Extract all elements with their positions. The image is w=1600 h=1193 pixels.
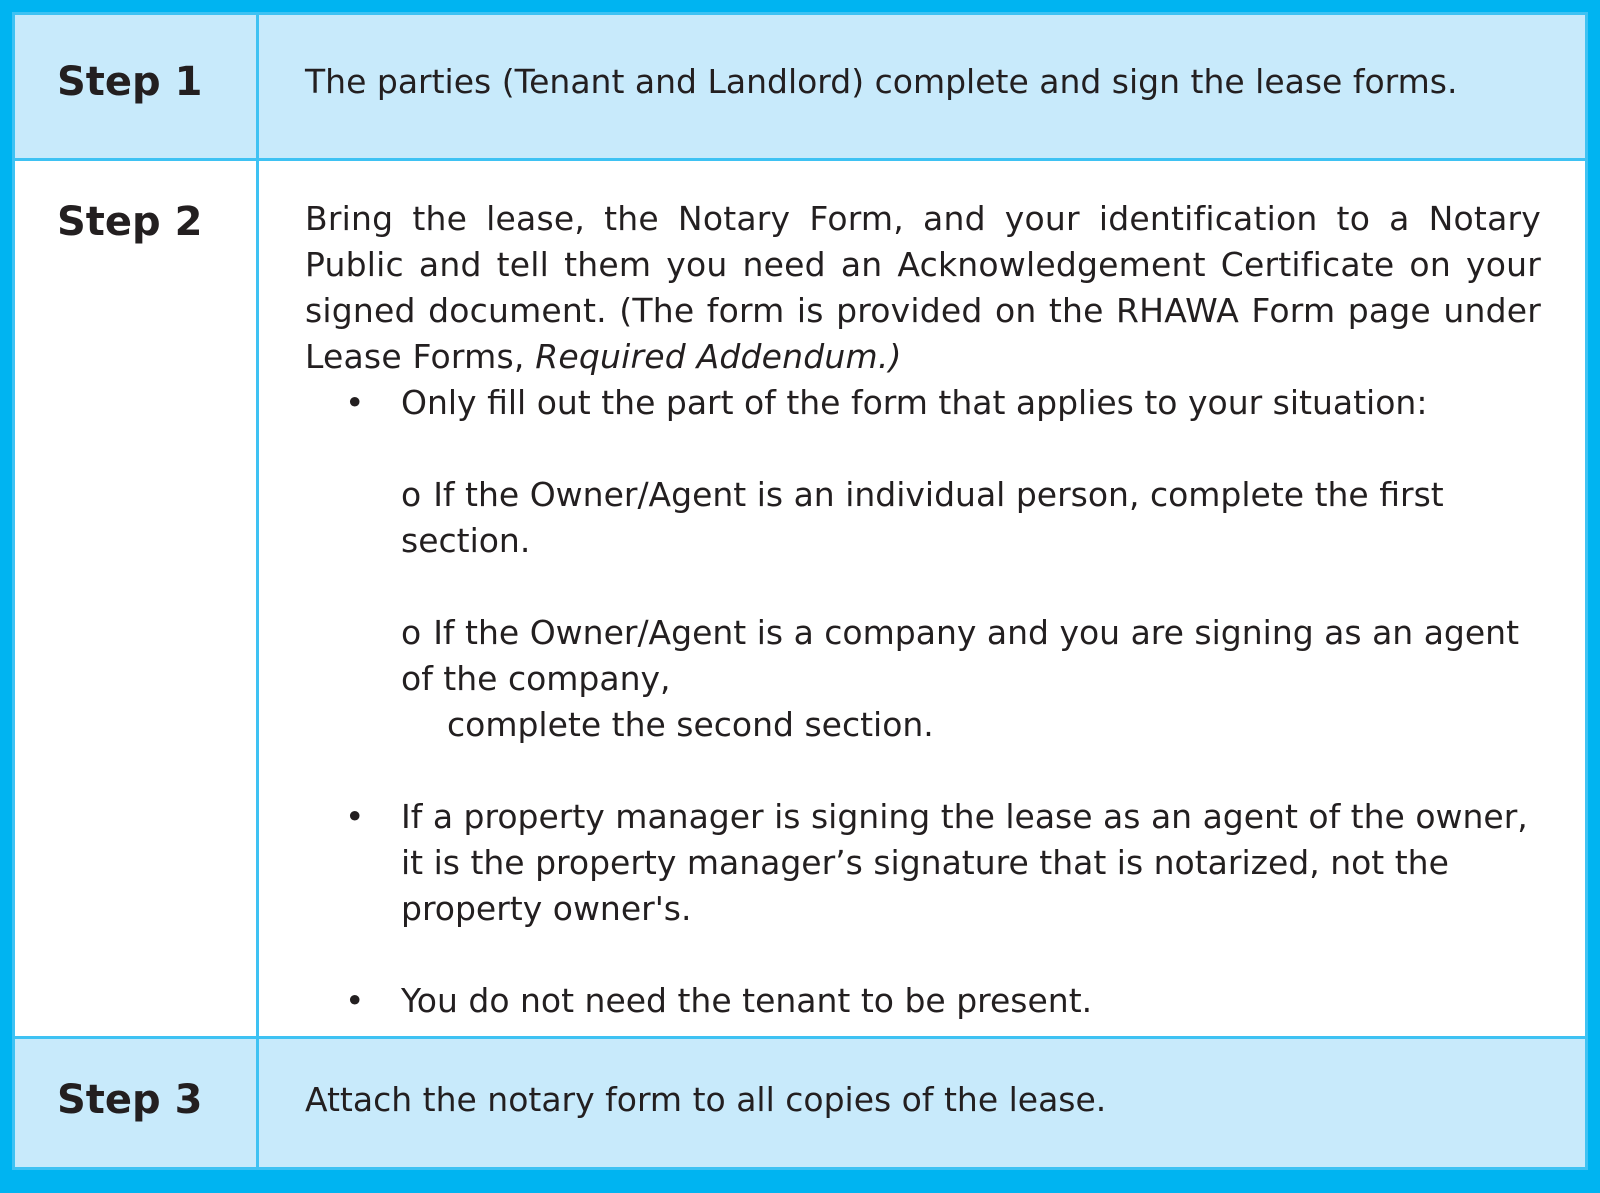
step-row-3 bbox=[14, 1038, 1587, 1169]
bullet-list bbox=[305, 380, 1541, 1024]
step-row-1 bbox=[14, 14, 1587, 160]
sub-item-text: If the Owner/Agent is an individual person, complete the first section. bbox=[401, 475, 1444, 560]
sub-item bbox=[401, 472, 1541, 564]
sub-item bbox=[401, 610, 1541, 748]
step-label: Step 3 bbox=[14, 1038, 258, 1169]
steps-table bbox=[12, 12, 1588, 1170]
bullet-text: If a property manager is signing the lease as an agent of the owner, it is the property manager’s signature that is notarized, not the property owner's. bbox=[401, 797, 1528, 928]
step-label: Step 2 bbox=[14, 160, 258, 1038]
bullet-icon: • bbox=[345, 797, 365, 836]
step-label: Step 1 bbox=[14, 14, 258, 160]
step-intro bbox=[305, 196, 1541, 380]
list-item bbox=[345, 380, 1541, 794]
step-content bbox=[258, 160, 1587, 1038]
list-item bbox=[345, 794, 1541, 978]
step-text: The parties (Tenant and Landlord) complete and sign the lease forms. bbox=[258, 14, 1587, 160]
sub-item-text: If the Owner/Agent is a company and you are signing as an agent of the company, bbox=[401, 613, 1520, 698]
step-row-2 bbox=[14, 160, 1587, 1038]
step-text: Attach the notary form to all copies of the lease. bbox=[258, 1038, 1587, 1169]
step-intro-italic: Required Addendum.) bbox=[535, 337, 902, 376]
bullet-icon: • bbox=[345, 383, 365, 422]
bullet-text: You do not need the tenant to be present. bbox=[401, 981, 1093, 1020]
bullet-text: Only fill out the part of the form that applies to your situation: bbox=[401, 383, 1428, 422]
bullet-icon: • bbox=[345, 981, 365, 1020]
step-intro-text: Bring the lease, the Notary Form, and your identification to a Notary Public and tell them you need an Acknowledgement Certificate on your signed document. (The form is provided on the RHAWA Form page under Lease Forms, bbox=[305, 199, 1541, 376]
sub-item-continuation: complete the second section. bbox=[447, 705, 934, 744]
list-item bbox=[345, 978, 1541, 1024]
sub-bullet-icon: o bbox=[401, 613, 422, 652]
sub-bullet-icon: o bbox=[401, 475, 422, 514]
